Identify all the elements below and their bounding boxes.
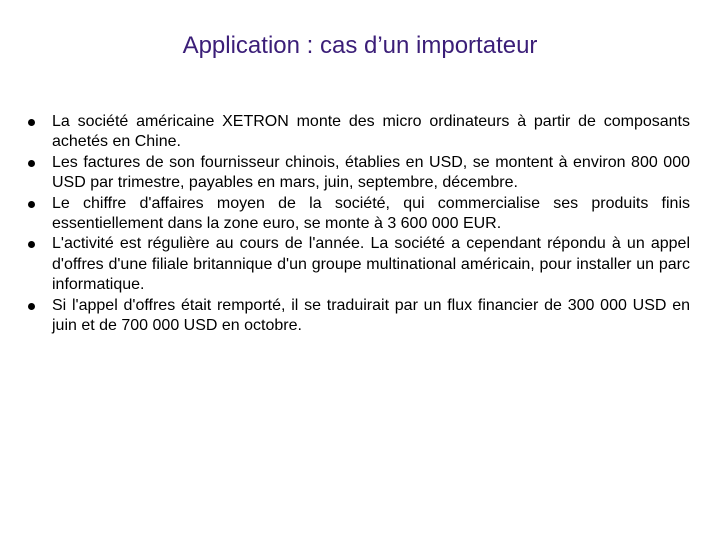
bullet-item (52, 234, 690, 295)
bullet-dot-icon (28, 303, 35, 310)
bullet-dot-icon (28, 119, 35, 126)
bullet-dot-icon (28, 160, 35, 167)
bullet-text: La société américaine XETRON monte des micro ordinateurs à partir de composants achetés en Chine. (52, 113, 690, 151)
bullet-text: Si l'appel d'offres était remporté, il se traduirait par un flux financier de 300 000 USD en juin et de 700 000 USD en octobre. (52, 296, 690, 335)
bullet-item (52, 296, 690, 337)
bullet-item (52, 153, 690, 194)
bullet-item (52, 194, 690, 235)
bullet-item (52, 112, 690, 153)
bullet-dot-icon (28, 201, 35, 208)
bullet-dot-icon (28, 241, 35, 248)
bullet-list (52, 112, 690, 336)
bullet-text: Le chiffre d'affaires moyen de la société, qui commercialise ses produits finis essentiellement dans la zone euro, se monte à 3 600 000 EUR. (52, 194, 690, 233)
bullet-text: L'activité est régulière au cours de l'année. La société a cependant répondu à un appel d'offres d'une filiale britannique d'un groupe multinational américain, pour installer un parc informatique. (52, 235, 690, 294)
slide-title: Application : cas d’un importateur (182, 32, 538, 59)
bullet-text: Les factures de son fournisseur chinois, établies en USD, se montent à environ 800 000 USD par trimestre, payables en mars, juin, septembre, décembre. (52, 153, 690, 192)
